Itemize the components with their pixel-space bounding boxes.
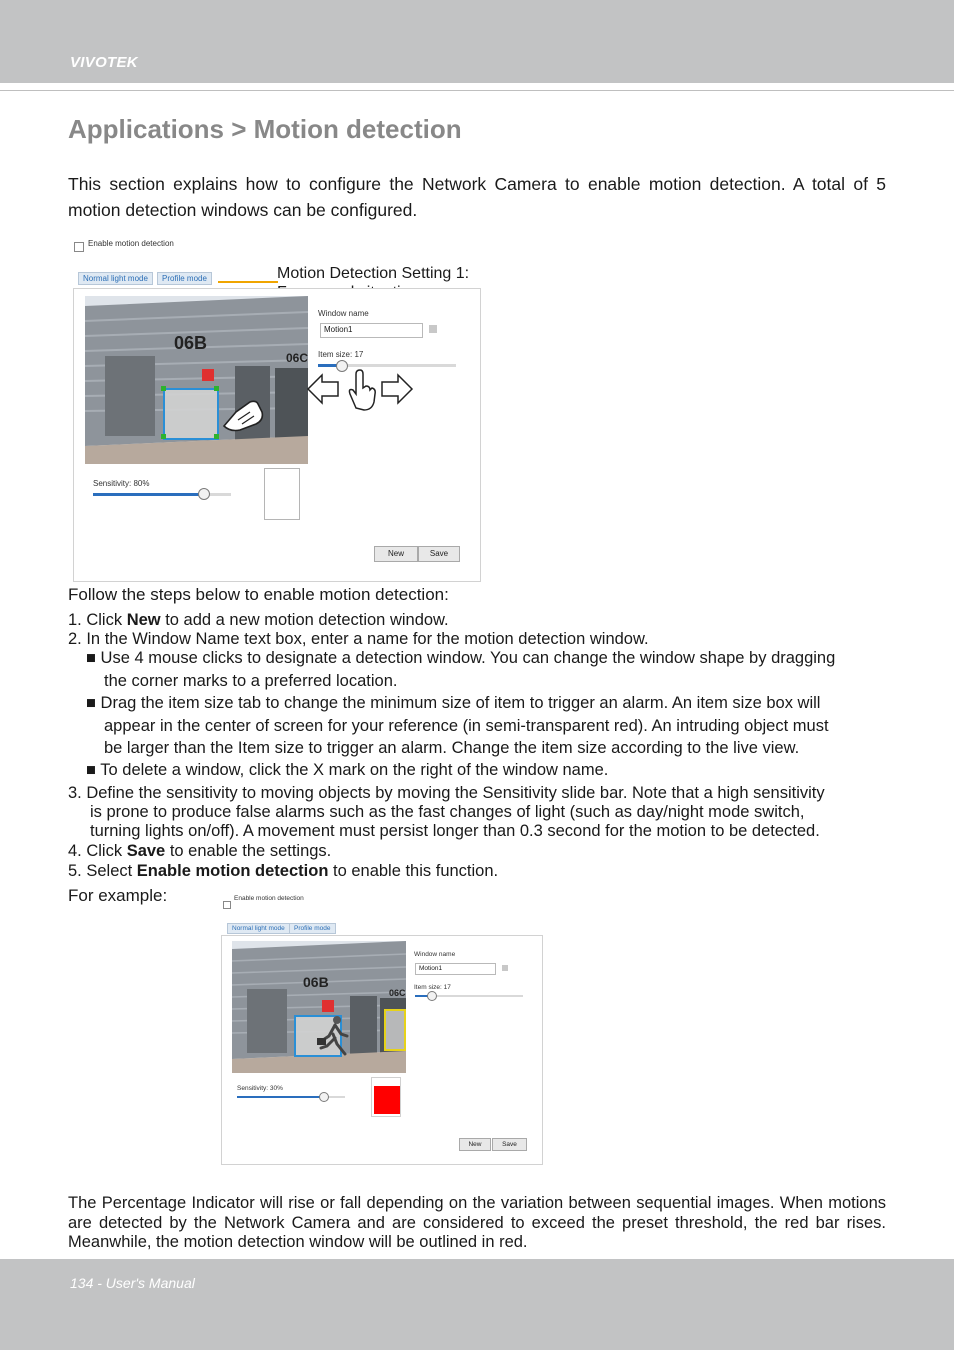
item-size-box — [322, 1000, 334, 1012]
page-footer — [0, 1259, 954, 1350]
bullet-2-line-2: appear in the center of screen for your reference (in semi-transparent red). An intruding object must — [104, 717, 829, 735]
percentage-indicator-red-bar — [374, 1086, 400, 1114]
enable-motion-checkbox[interactable] — [223, 896, 231, 914]
arrow-right-icon — [380, 372, 414, 411]
sign-06b: 06B — [174, 333, 208, 353]
page-title: Applications > Motion detection — [68, 114, 462, 144]
new-button[interactable]: New — [459, 1138, 491, 1151]
sensitivity-slider-fill — [93, 493, 203, 496]
save-button[interactable]: Save — [492, 1138, 527, 1151]
sign-06c: 06C — [389, 988, 406, 998]
step-3-line-3: turning lights on/off). A movement must persist longer than 0.3 second for the motion to be detected. — [90, 822, 820, 840]
corner-mark[interactable] — [214, 434, 219, 439]
page-number: 134 - User's Manual — [70, 1275, 195, 1291]
item-size-box — [202, 369, 214, 381]
window-name-label: Window name — [318, 309, 369, 318]
detection-window-2[interactable] — [384, 1009, 406, 1051]
motion-detection-screenshot-1 — [68, 232, 493, 586]
new-button[interactable]: New — [374, 546, 418, 562]
enable-motion-checkbox[interactable] — [74, 239, 84, 257]
window-name-label: Window name — [414, 951, 456, 958]
tab-normal-light-mode[interactable]: Normal light mode — [227, 923, 290, 934]
callout-line-1: Motion Detection Setting 1: — [277, 265, 470, 282]
enable-motion-label: Enable motion detection — [234, 895, 304, 902]
bullet-1-line-2: the corner marks to a preferred location. — [104, 672, 398, 690]
sensitivity-slider-knob[interactable] — [198, 488, 210, 500]
enable-motion-label: Enable motion detection — [88, 239, 174, 248]
save-keyword: Save — [126, 842, 166, 860]
bullet-2-line-3: be larger than the Item size to trigger an alarm. Change the item size according to the live view. — [104, 739, 800, 757]
header-divider — [0, 90, 954, 91]
window-name-input[interactable]: Motion1 — [415, 963, 496, 975]
step-3-line-1: 3. Define the sensitivity to moving objects by moving the Sensitivity slide bar. Note that a high sensitivity — [68, 784, 825, 802]
sensitivity-label: Sensitivity: 80% — [93, 479, 150, 488]
corner-mark[interactable] — [214, 386, 219, 391]
arrow-left-icon — [306, 372, 340, 411]
corner-mark[interactable] — [161, 386, 166, 391]
motion-detection-screenshot-2 — [221, 890, 543, 1165]
tab-profile-mode[interactable]: Profile mode — [289, 923, 336, 934]
item-size-label: Item size: 17 — [318, 350, 364, 359]
corner-mark[interactable] — [161, 434, 166, 439]
step-5: 5. Select Enable motion detection to enable this function. — [68, 862, 499, 880]
sign-06b: 06B — [303, 974, 329, 990]
sensitivity-label: Sensitivity: 30% — [237, 1085, 283, 1092]
delete-window-icon[interactable] — [429, 325, 437, 333]
save-button[interactable]: Save — [418, 546, 460, 562]
new-keyword: New — [126, 611, 161, 629]
step-3-line-2: is prone to produce false alarms such as the fast changes of light (such as day/night mode switch, — [90, 803, 805, 821]
detection-window[interactable] — [163, 388, 219, 440]
bullet-2-line-1: ■ Drag the item size tab to change the minimum size of item to trigger an alarm. An item size box will — [86, 694, 821, 712]
example-label: For example: — [68, 886, 168, 905]
bullet-3: ■ To delete a window, click the X mark on the right of the window name. — [86, 761, 609, 779]
steps-intro: Follow the steps below to enable motion detection: — [68, 585, 449, 604]
window-name-input[interactable]: Motion1 — [320, 323, 423, 338]
hand-drag-icon — [344, 368, 378, 417]
closing-paragraph: The Percentage Indicator will rise or fall depending on the variation between sequential images. When motions are detected by the Network Camera and are considered to exceed the preset threshold, the red bar rises. Meanwhile, the motion detection window will be outlined in red. — [68, 1194, 886, 1251]
intro-paragraph: This section explains how to configure the Network Camera to enable motion detection. A total of 5 motion detection windows can be configured. — [68, 174, 886, 220]
item-size-label: Item size: 17 — [414, 984, 451, 991]
step-4: 4. Click Save to enable the settings. — [68, 842, 332, 860]
running-person-icon — [317, 1014, 353, 1061]
sign-06c: 06C — [286, 351, 309, 365]
item-size-slider-knob[interactable] — [427, 991, 437, 1001]
tab-profile-mode[interactable]: Profile mode — [157, 272, 212, 285]
enable-motion-keyword: Enable motion detection — [136, 862, 329, 880]
step-2: 2. In the Window Name text box, enter a name for the motion detection window. — [68, 630, 649, 648]
step-1: 1. Click New to add a new motion detection window. — [68, 611, 449, 629]
sensitivity-slider-knob[interactable] — [319, 1092, 329, 1102]
callout-line — [218, 281, 278, 283]
tab-normal-light-mode[interactable]: Normal light mode — [78, 272, 153, 285]
hand-pointer-icon — [220, 392, 266, 439]
page-header — [0, 0, 954, 83]
delete-window-icon[interactable] — [502, 965, 508, 971]
percentage-indicator — [264, 468, 300, 520]
sensitivity-slider-fill — [237, 1096, 323, 1098]
brand-logo-text: VIVOTEK — [70, 54, 138, 71]
bullet-1-line-1: ■ Use 4 mouse clicks to designate a detection window. You can change the window shape by dragging — [86, 649, 836, 667]
